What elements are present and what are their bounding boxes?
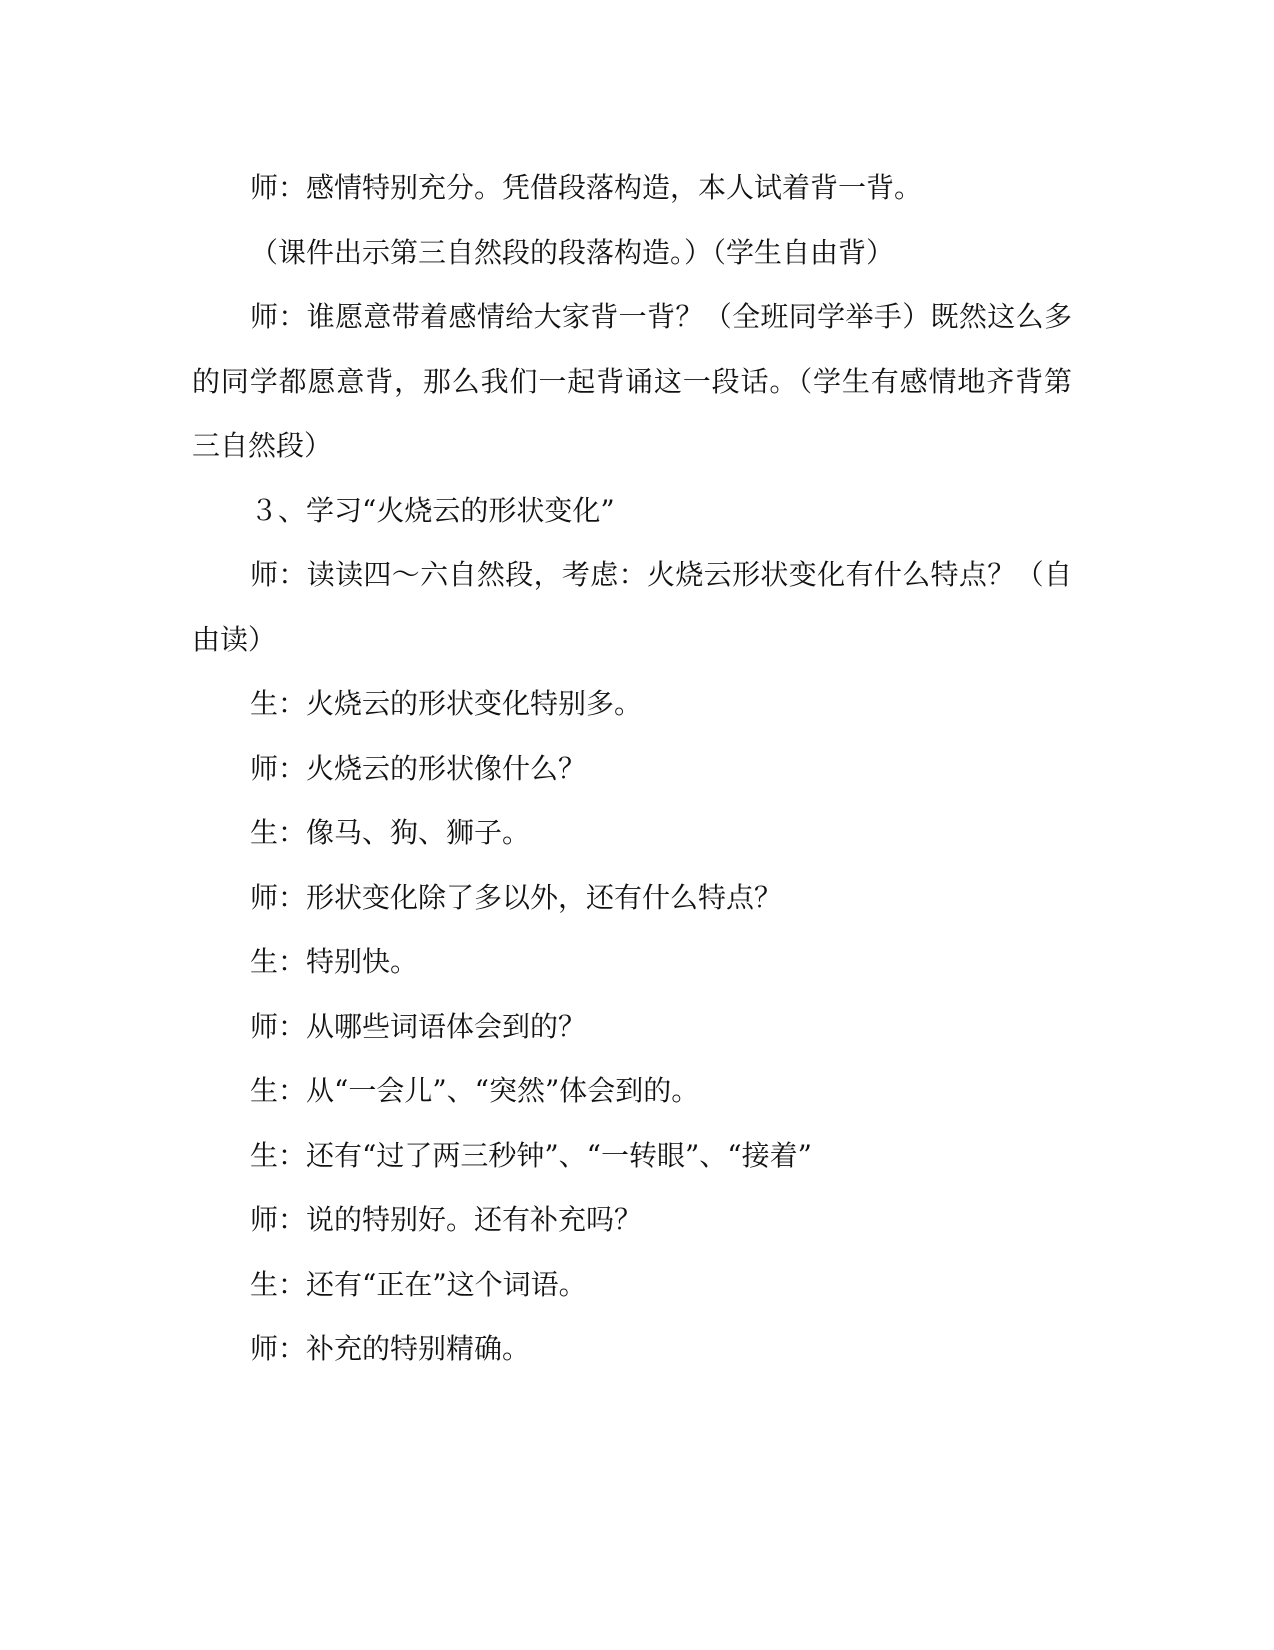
paragraph: 生：特别快。 (250, 945, 419, 978)
paragraph: 生：还有“过了两三秒钟”、“一转眼”、“接着” (250, 1138, 812, 1172)
paragraph: 师：说的特别好。还有补充吗？ (250, 1203, 643, 1236)
paragraph: 师：谁愿意带着感情给大家背一背？（全班同学举手）既然这么多的同学都愿意背，那么我们一起背诵这一段话。（学生有感情地齐背第三自然段） (192, 300, 1072, 462)
paragraph: 师：读读四～六自然段，考虑：火烧云形状变化有什么特点？（自由读） (192, 558, 1072, 656)
paragraph: 师：形状变化除了多以外，还有什么特点？ (250, 880, 783, 914)
document-body (192, 156, 1072, 1382)
paragraph: 师：从哪些词语体会到的？ (250, 1009, 587, 1043)
paragraph: 生：像马、狗、狮子。 (250, 816, 531, 849)
paragraph: 师：补充的特别精确。 (250, 1332, 531, 1365)
paragraph: 生：还有“正在”这个词语。 (250, 1267, 587, 1301)
paragraph: 生：从“一会儿”、“突然”体会到的。 (250, 1074, 700, 1107)
paragraph: 生：火烧云的形状变化特别多。 (250, 687, 643, 720)
paragraph: 师：火烧云的形状像什么？ (250, 751, 587, 785)
paragraph: （课件出示第三自然段的段落构造。）（学生自由背） (250, 235, 895, 269)
section-heading: ３、学习“火烧云的形状变化” (250, 493, 615, 527)
paragraph: 师：感情特别充分。凭借段落构造，本人试着背一背。 (250, 171, 923, 204)
